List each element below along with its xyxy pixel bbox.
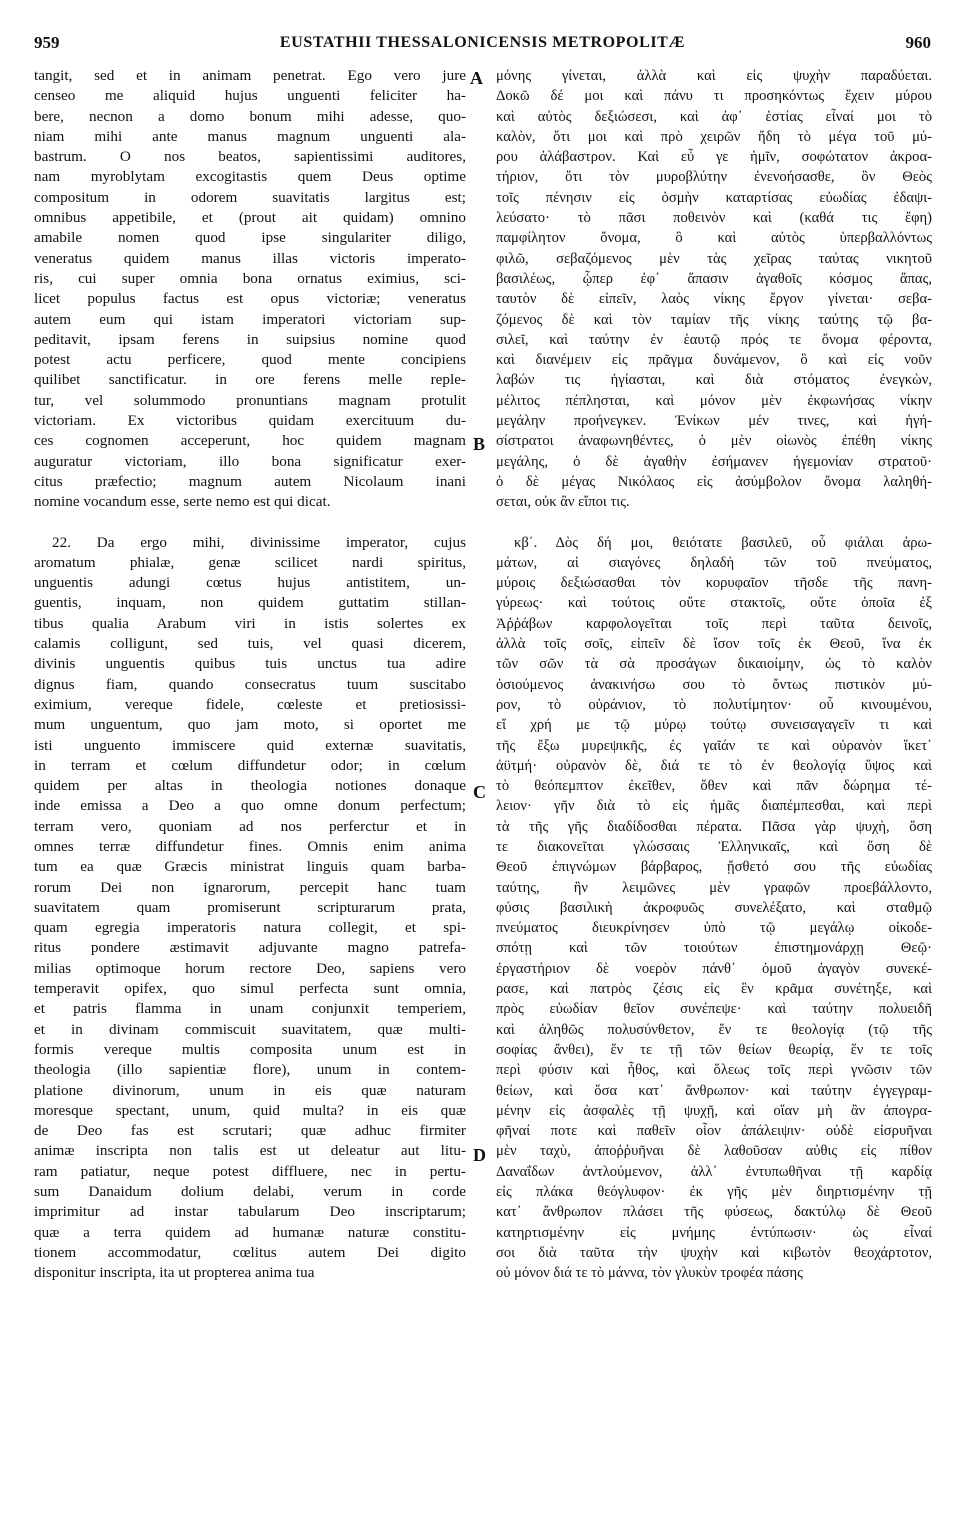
text-line: κβ΄. Δὸς δή μοι, θειότατε βασιλεῦ, οὗ φιάλαι ἀρω-: [514, 534, 932, 551]
text-line: ὁσιούμενος ἀνακινήσω σου τὸ ὄντως πιστικὸν μύ-: [496, 676, 932, 693]
text-line: σεται, οὐκ ἂν εἴποι τις.: [496, 494, 630, 511]
text-line: quilibet sanctificatur. in ore ferens melle reple-: [34, 371, 466, 389]
latin-paragraph-2: [34, 533, 466, 1284]
text-line: Δοκῶ δέ μοι καὶ πάνυ τι προσηκόντως ἔχειν μύρου: [496, 88, 932, 105]
text-line: compositum in odorem suavitatis largitus est;: [34, 188, 466, 206]
text-line: victoriam. Ex victoribus quidam exercituum du-: [34, 412, 466, 430]
text-line: φιλῶ, σεβαζόμενος μὲν τὰς χεῖρας ταύτας νικητοῦ: [496, 250, 932, 267]
text-line: auguratur victoriam, illo bona significatur exer-: [34, 452, 466, 470]
text-line: καὶ ἀληθῶς πολυσύνθετον, ἕν τε θεολογίᾳ (τῷ τῆς: [496, 1021, 932, 1038]
text-line: animæ inscripta non talis est ut deleatur aut litu-: [34, 1142, 466, 1160]
text-line: calamis colligunt, sed tuis, vel quasi dicerem,: [34, 635, 466, 653]
text-line: μὲν ταχὺ, ἀποῤῥυῆναι δὲ λαθοῦσαν αὐθις εἰς πίθον: [496, 1143, 932, 1160]
text-line: ταυτὸν δὲ εἰπεῖν, λαὸς νίκης ἔργον γίνεται· σεβα-: [496, 291, 932, 308]
text-line: μένην εἰς ἀσφαλὲς τῇ ψυχῇ, καὶ οἵαν μὴ ἂν ἀπογρα-: [496, 1102, 932, 1119]
text-line: κατηρτισμένην εἰς μνήμης ἐντύπωσιν· ὡς εἶναί: [496, 1224, 932, 1241]
section-marker-a: A: [470, 68, 483, 88]
right-page-number: 960: [905, 33, 931, 52]
text-line: tionem accommodatur, cœlitus autem Dei digito: [34, 1243, 466, 1261]
text-line: ritus pondere æstimavit adjuvante magno patrefa-: [34, 939, 466, 957]
text-line: sum Danaidum dolium delabi, verum in corde: [34, 1183, 466, 1201]
text-line: licet populus factus est opus victoriæ; veneratus: [34, 290, 466, 308]
text-line: τὰ τῆς γῆς διαδίδοσθαι πέρατα. Πᾶσα γὰρ ψυχὴ, ὅση: [496, 818, 932, 835]
text-line: divinis unguentis quibus tuis unctus tua adire: [34, 655, 466, 673]
text-line: ὁ δὲ μέγας Νικόλαος εἰς ἀσύμβολον ὄνομα λαληθή-: [496, 473, 932, 490]
text-line: ram patiatur, neque potest diffluere, nec in pertu-: [34, 1162, 466, 1180]
text-line: Ἀῤῥάβων καρφολογεῖται τοῖς περὶ ταῦτα δεινοῖς,: [496, 615, 932, 632]
text-line: eximium, vereque fidele, cœleste et pretiosissi-: [34, 695, 466, 713]
text-line: quæ a terra quidem ad humanæ naturæ constitu-: [34, 1223, 466, 1241]
text-line: πρὸς εὐωδίαν θεῖον συνέπεψε· καὶ ταύτην πολυειδῆ: [496, 1001, 932, 1018]
text-line: isti unguento immiscere quid externæ suavitatis,: [34, 736, 466, 754]
text-line: μύροις δεξιώσασθαι τὸν κορυφαῖον τῆσδε τῆς πανη-: [496, 575, 932, 592]
greek-paragraph-2: [496, 533, 932, 1284]
latin-paragraph-1: [34, 66, 466, 513]
text-line: οὐ μόνον διά τε τὸ μάννα, τὸν γλυκὺν τροφέα πάσης: [496, 1265, 803, 1282]
text-line: 22. Da ergo mihi, divinissime imperator, cujus: [52, 533, 466, 551]
text-line: formis vereque multis composita unum est in: [34, 1040, 466, 1058]
text-line: tangit, sed et in animam penetrat. Ego vero jure: [34, 67, 466, 84]
text-line: περὶ φύσιν καὶ ἦθος, καὶ ὅλεως τοῖς περὶ γνῶσιν τῶν: [496, 1062, 932, 1079]
text-line: λειον· γῆν διὰ τὸ εἰς ἡμᾶς διαπέμπεσθαι, καὶ περὶ: [496, 798, 932, 815]
text-line: τῆς ἔξω μυρεψικῆς, ἐς γαῖάν τε καὶ οὐρανὸν ἵκετ᾽: [496, 737, 932, 754]
running-header: [34, 30, 931, 56]
text-line: μάτων, αἱ σιαγόνες δηλαδὴ τῶν τοῦ πνεύματος,: [496, 554, 932, 571]
text-line: λεύσατο· τὸ πᾶσι ποθεινὸν καὶ (καθά τις ἔφη): [496, 210, 932, 227]
text-line: platione divinorum, unum in eis quæ naturam: [34, 1081, 466, 1099]
text-line: citus præfectio; magnum autem Nicolaum inani: [34, 472, 466, 490]
text-line: inde emissa a Deo a quo omne donum perfectum;: [34, 797, 466, 815]
text-line: temperavit opifex, quo simul perfecta sunt omnia,: [34, 980, 466, 998]
text-line: ρου ἀλάβαστρον. Καὶ εὖ γε ἡμῖν, σοφώτατον ἀκροα-: [496, 149, 932, 166]
text-line: bere, necnon a domo bonum mihi adesse, quo-: [34, 107, 466, 125]
text-line: tum ea quæ Græcis ministrat linguis quam barba-: [34, 858, 466, 876]
text-line: Δαναΐδων ἀντλούμενον, ἀλλ᾽ ἐντυπωθῆναι τῇ καρδίᾳ: [496, 1163, 932, 1180]
text-line: βασιλέως, ᾧπερ ἐφ᾽ ἅπασιν ἀγαθοῖς κόσμος ἅπας,: [496, 270, 932, 287]
text-line: tibus qualia Arabum viri in istis solertes ex: [34, 614, 466, 632]
text-line: nam myroblytam excogitastis quem Deus optime: [34, 168, 466, 186]
text-line: de Deo fas est scrutari; quæ adhuc firmiter: [34, 1122, 466, 1140]
text-line: παμφίλητον ὄνομα, ὃ καὶ αὐτὸς ὑπερβαλλόντως: [496, 230, 932, 247]
text-line: ces cognomen acceperunt, hoc quidem magnam: [34, 432, 466, 450]
text-line: ρον, τὸ οὐράνιον, τὸ πολυτίμητον· οὗ κινουμένου,: [496, 696, 932, 713]
text-line: peditavit, ipsam ferens in suipsius nomine quod: [34, 330, 466, 348]
text-line: guentis, inquam, non quidem guttatim stillan-: [34, 594, 466, 612]
text-line: τήριον, ὅτι τὸν μυροβλύτην ἐνενοήσασθε, ὃν Θεὸς: [496, 169, 932, 186]
text-line: imprimitur ad instar tabularum Deo inscriptarum;: [34, 1203, 466, 1221]
text-line: τε διακονεῖται γλώσσαις Ἑλληνικαῖς, καὶ ὅση δὲ: [496, 838, 932, 855]
text-line: niam mihi ante manus magnum unguenti ala-: [34, 127, 466, 145]
text-line: ρασε, καὶ πατρὸς ζέσις εἰς ἓν κρᾶμα συνέτηξε, καὶ: [496, 981, 932, 998]
text-line: moresque spectant, unum, quid multa? in eis quæ: [34, 1101, 466, 1119]
text-line: λαβών τις ἡγίασται, καὶ διὰ στόματος ἐνεγκὼν,: [496, 372, 932, 389]
text-line: σοφίας ἄνθει), ἕν τε τῇ τῶν θείων θεωρίᾳ, ἕν τε τοῖς: [496, 1041, 932, 1058]
paragraph-gap: [34, 513, 466, 533]
text-line: καὶ αὐτὸς δεξιώσεσι, καὶ ἀφ᾽ ἑστίας εἶναί μοι τὸ: [496, 108, 932, 125]
text-line: disponitur inscripta, ita ut propterea anima tua: [34, 1264, 315, 1282]
text-line: ζόμενος δὲ καὶ τὸν ταμίαν τῆς νίκης ταύτης τῷ βα-: [496, 311, 932, 328]
text-line: et patris flamma in unam conjunxit temperiem,: [34, 1000, 466, 1018]
text-line: ἐργαστήριον δὲ νοερὸν πάνθ᾽ ὁμοῦ ἀγαγὸν συνεκέ-: [496, 960, 932, 977]
text-line: καὶ διανέμειν εἰς πρᾶγμα δυνάμενον, ὃ καὶ εἰς νοῦν: [496, 352, 932, 369]
text-line: dignus fiam, quando consecratus tuum suscitabo: [34, 675, 466, 693]
text-line: εἴ χρή με τῷ μύρῳ τούτῳ συνεισαγαγεῖν τι καὶ: [496, 717, 932, 734]
text-line: milias optimoque horum rectore Deo, sapiens vero: [34, 959, 466, 977]
text-line: μεγάλης, ὁ δὲ ἀγαθὴν ἐσήμανεν ἡγεμονίαν στρατοῦ·: [496, 453, 932, 470]
text-line: bastrum. O nos beatos, sapientissimi auditores,: [34, 148, 466, 166]
text-line: quam egregia imperatoris natura collegit, et spi-: [34, 919, 466, 937]
text-line: φῆναί ποτε καὶ παθεῖν οἷον ἀπάλειψιν· οὐδὲ εἰσρυῆναι: [496, 1123, 932, 1140]
text-line: Θεοῦ ἐπιγνώμων βάρβαρος, ᾔσθετό σου τῆς εὐωδίας: [496, 859, 932, 876]
greek-paragraph-1: [496, 66, 932, 513]
latin-column: [34, 66, 466, 1284]
text-line: autem eum qui istam imperatori victoriam sup-: [34, 310, 466, 328]
text-line: et in divinam commiscuit suavitatem, quæ multi-: [34, 1020, 466, 1038]
text-line: veneratus quidem manus illas victoris imperato-: [34, 249, 466, 267]
text-line: τῶν σῶν τὰ σὰ προσάγων δικαιοίμην, ὡς τὸ καλὸν: [496, 656, 932, 673]
text-line: φύσις βασιλικὴ ἀκροφυῶς συνελέξατο, καὶ σταθμῷ: [496, 899, 932, 916]
text-line: censeo me aliquid hujus unguenti feliciter ha-: [34, 87, 466, 105]
text-line: ἀϋτμή· οὐρανὸν δὲ, διά τε τὸ ἐν θεολογίᾳ ὕψος καὶ: [496, 757, 932, 774]
text-line: omnes terræ diffundetur fines. Omnis enim anima: [34, 837, 466, 855]
text-line: μόνης γίνεται, ἀλλὰ καὶ εἰς ψυχὴν παραδύεται.: [496, 68, 932, 84]
text-line: in terram et cœlum diffundetur odor; in cœlum: [34, 756, 466, 774]
text-line: mum unguentum, quo jam moto, si oportet me: [34, 716, 466, 734]
text-line: πνεύματος διευκρίνησεν ὑπὸ τῷ μεγάλῳ οἰκοδε-: [496, 920, 932, 937]
text-line: aromatum phialæ, genæ scilicet nardi spiritus,: [34, 553, 466, 571]
text-line: quidem per altas in theologia notiones donaque: [34, 777, 466, 795]
paragraph-gap: [496, 513, 932, 533]
text-line: σίστρατοι ἀναφωνηθέντες, ὁ μὲν οἰωνὸς ἐπέθη νίκης: [496, 433, 932, 450]
text-line: μεγάλην προήνεγκεν. Ἐνίκων μέν τινες, καὶ ἡγή-: [496, 413, 932, 430]
text-line: καλὸν, ὅτι μοι καὶ πρὸ χειρῶν ἤδη τὸ μέγα τοῦ μύ-: [496, 128, 932, 145]
text-line: omnibus appetibile, et (prout ait quidam) omnino: [34, 209, 466, 227]
text-line: κατ᾽ ἄνθρωπον πλάσει τῆς φύσεως, δακτύλῳ δὲ Θεοῦ: [496, 1204, 932, 1221]
text-line: τὸ θεόπεμπτον ἐκεῖθεν, ὅθεν καὶ πᾶν δώρημα τέ-: [496, 778, 932, 795]
text-line: tur, vel solummodo pronuntians magnam protulit: [34, 391, 466, 409]
text-line: ἀλλὰ τοῖς σοῖς, εἰπεῖν δὲ ἴσον τοῖς ἐκ Θεοῦ, ἵνα ἐκ: [496, 636, 932, 653]
greek-column: [496, 66, 932, 1284]
text-line: suavitatem quam promiserunt scripturarum prata,: [34, 898, 466, 916]
text-line: γύρεως· καὶ τούτοις οὔτε στακτοῖς, οὔτε ὁποῖα ἐξ: [496, 595, 932, 612]
left-page-number: 959: [34, 33, 60, 52]
text-line: τοῖς πένησιν εἰς ὀσμὴν καταρτίσας εὐωδίας ἐδαψι-: [496, 189, 932, 206]
text-line: σοι διὰ ταῦτα τὴν ψυχὴν καὶ κιβωτὸν θεοχάρτοτον,: [496, 1244, 932, 1261]
section-marker-b: B: [473, 434, 486, 454]
text-line: ταύτης, ἣν λειμῶνες μὲν γραφῶν προεβάλλοντο,: [496, 879, 932, 896]
running-title: EUSTATHII THESSALONICENSIS METROPOLITÆ: [279, 34, 686, 51]
text-line: unguentis adungi cœtus hujus antistitem, un-: [34, 574, 466, 592]
section-marker-d: D: [473, 1145, 486, 1165]
text-line: rorum Dei non ignarorum, percepit hanc tuam: [34, 878, 466, 896]
section-marker-c: C: [473, 782, 486, 802]
text-line: potest actu perficere, quod mente concipiens: [34, 351, 466, 369]
text-line: μέλιτος πέπλησται, καὶ μόνον μὲν ἐκφωνήσας νίκην: [496, 392, 932, 409]
text-line: theologia (illo sapientiæ flore), unum in contem-: [34, 1061, 466, 1079]
text-line: σπότῃ καὶ τῶν τοιούτων ἐπιστημονάρχῃ Θεῷ·: [496, 940, 932, 957]
text-line: amabile nomen quod ipse singulariter diligo,: [34, 229, 466, 247]
text-line: nomine vocandum esse, serte nemo est qui dicat.: [34, 493, 331, 511]
text-line: terram vero, quoniam ad nos perferctur et in: [34, 817, 466, 835]
text-line: ris, cui super omnia bona ornatus eximius, sci-: [34, 269, 466, 287]
text-line: θείων, καὶ ὅσα κατ᾽ ἄνθρωπον· καὶ ταύτην ἐγγεγραμ-: [496, 1082, 932, 1099]
text-line: εἰς πλάκα θεόγλυφον· ἐκ γῆς μὲν διηρτισμένην τῇ: [496, 1184, 932, 1201]
text-line: σιλεῖ, καὶ ταύτην ἐν ἑαυτῷ πρός τε ὄνομα φέροντα,: [496, 331, 932, 348]
